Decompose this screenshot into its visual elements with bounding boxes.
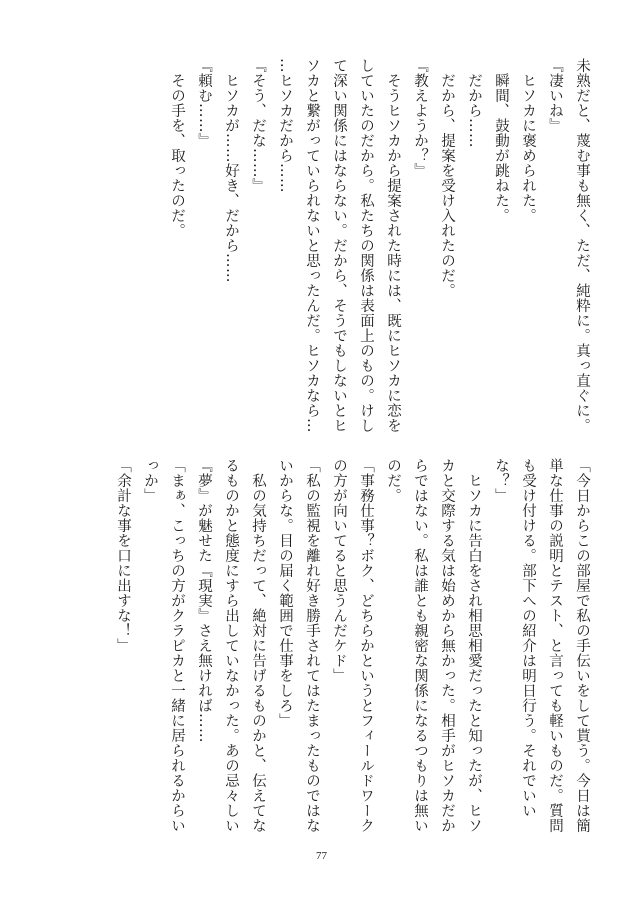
text-line: 瞬間、鼓動が跳ねた。	[493, 58, 509, 223]
text-line: …ヒソカだから……	[277, 58, 293, 193]
text-line: のだ。	[385, 458, 401, 503]
text-line: も受け付ける。部下への紹介は明日行う。それでいい	[520, 458, 536, 818]
text-line: らではない。私は誰とも親密な関係になるつもりは無い	[412, 458, 428, 833]
page-number: 77	[316, 850, 327, 862]
text-line: 「事務仕事？ボク、どちらかというとフィールドワーク	[358, 458, 374, 833]
text-line: いからな。目の届く範囲で仕事をしろ」	[277, 458, 293, 728]
text-line: その手を、取ったのだ。	[169, 58, 185, 238]
text-line: ソカと繋がっていられないと思ったんだ。ヒソカなら…	[304, 58, 320, 433]
text-line: カと交際する気は始めから無かった。相手がヒソカだか	[439, 458, 455, 833]
upper-text-block	[169, 58, 595, 433]
lower-text-block	[115, 458, 595, 833]
text-line: るものかと態度にすら出していなかった。あの忌々しい	[223, 458, 239, 833]
text-line: ヒソカが……好き、だから……	[223, 58, 239, 283]
text-line: そうヒソカから提案された時には、既にヒソカに恋を	[385, 58, 401, 433]
text-line: ヒソカに告白をされ相思相愛だったと知ったが、ヒソ	[466, 458, 482, 833]
text-line: 『そう、だな……』	[250, 58, 266, 193]
text-line: っか」	[142, 458, 158, 503]
text-line: 『頼む……』	[196, 58, 212, 148]
text-line: の方が向いてると思うんだケド」	[331, 458, 347, 683]
text-line: 未熟だと、蔑む事も無く、ただ、純粋に。真っ直ぐに。	[574, 58, 590, 433]
text-line: 単な仕事の説明とテスト、と言っても軽いものだ。質問	[547, 458, 563, 833]
text-line: 私の気持ちだって、絶対に告げるものかと、伝えてな	[250, 458, 266, 833]
text-line: ヒソカに褒められた。	[520, 58, 536, 223]
text-line: 「今日からこの部屋で私の手伝いをして貰う。今日は簡	[574, 458, 590, 833]
text-line: 「余計な事を口に出すな！」	[115, 458, 131, 653]
text-line: 「私の監視を離れ好き勝手されてはたまったものではな	[304, 458, 320, 833]
text-line: していたのだから。私たちの関係は表面上のもの。けし	[358, 58, 374, 433]
text-line: だから……	[466, 58, 482, 148]
text-line: な？」	[493, 458, 509, 503]
text-line: だから、提案を受け入れたのだ。	[439, 58, 455, 298]
text-line: 「まぁ、こっちの方がクラピカと一緒に居られるからい	[169, 458, 185, 833]
text-line: 『教えようか？』	[412, 58, 428, 178]
text-line: 『夢』が魅せた『現実』さえ無ければ……	[196, 458, 212, 743]
text-line: 『凄いね』	[547, 58, 563, 133]
text-line: て深い関係にはならない。だから、そうでもしないとヒ	[331, 58, 347, 433]
